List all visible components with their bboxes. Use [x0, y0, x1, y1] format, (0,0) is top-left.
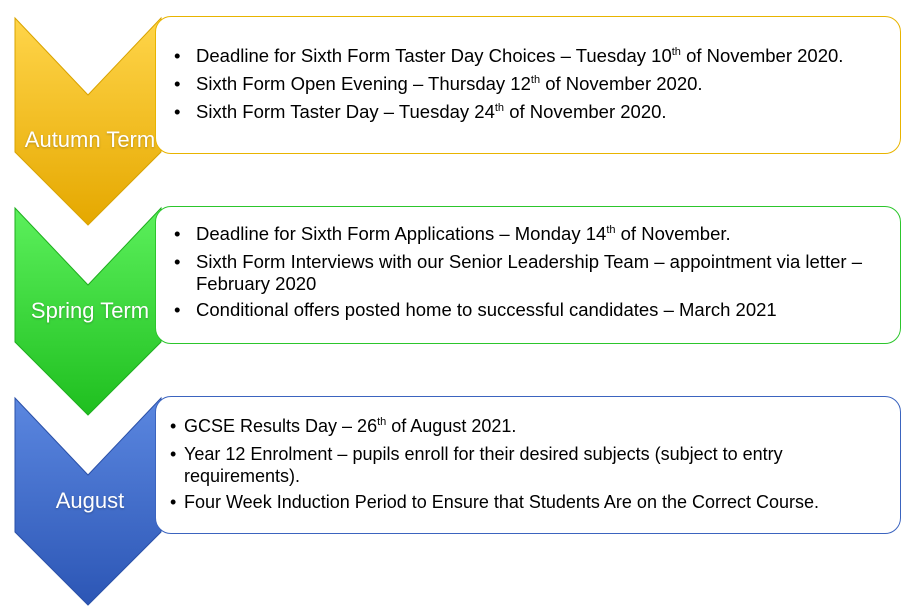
autumn-term-label: Autumn Term	[24, 127, 156, 152]
august-item: • Year 12 Enrolment – pupils enroll for their desired subjects (subject to entry requirements).	[170, 444, 783, 486]
autumn-item: • Sixth Form Taster Day – Tuesday 24th of November 2020.	[174, 101, 667, 122]
spring-panel	[155, 206, 901, 344]
autumn-panel	[155, 16, 901, 154]
august-item: • Four Week Induction Period to Ensure that Students Are on the Correct Course.	[170, 492, 820, 512]
autumn-item: • Sixth Form Open Evening – Thursday 12th of November 2020.	[174, 73, 703, 94]
august-panel	[155, 396, 901, 534]
spring-item: • Conditional offers posted home to successful candidates – March 2021	[174, 299, 777, 320]
spring-term-label: Spring Term	[30, 298, 150, 323]
spring-item: • Sixth Form Interviews with our Senior Leadership Team – appointment via letter – February 2020	[174, 251, 862, 294]
autumn-item: • Deadline for Sixth Form Taster Day Choices – Tuesday 10th of November 2020.	[174, 45, 844, 66]
autumn-chevron	[15, 18, 161, 225]
august-item: • GCSE Results Day – 26th of August 2021.	[170, 416, 517, 436]
august-term-label: August	[55, 488, 125, 513]
spring-item: • Deadline for Sixth Form Applications – Monday 14th of November.	[174, 223, 731, 244]
